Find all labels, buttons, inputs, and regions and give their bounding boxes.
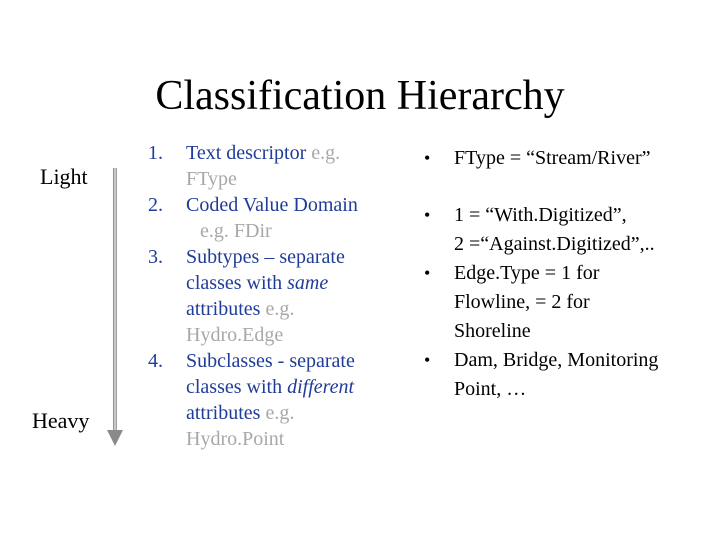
bullet-text: Flowline, = 2 for bbox=[454, 291, 590, 313]
example-prefix: e.g. bbox=[265, 298, 295, 320]
item-text: Subclasses - separate bbox=[186, 350, 355, 372]
example-value: Hydro.Point bbox=[186, 428, 285, 450]
item-text: Text descriptor bbox=[186, 142, 307, 164]
list-item bbox=[148, 348, 408, 452]
list-item bbox=[148, 192, 408, 244]
bullet-item bbox=[424, 201, 714, 259]
item-emphasis: same bbox=[287, 272, 329, 294]
list-item bbox=[148, 140, 408, 192]
example-prefix: e.g. bbox=[265, 402, 295, 424]
classification-list bbox=[148, 140, 408, 452]
bullet-text: Point, … bbox=[454, 378, 527, 400]
item-text-cont: attributes bbox=[186, 402, 261, 424]
item-text: Subtypes – separate bbox=[186, 246, 345, 268]
item-text: Coded Value Domain bbox=[186, 194, 358, 216]
bullet-icon: • bbox=[424, 350, 431, 370]
item-emphasis: different bbox=[287, 376, 355, 398]
bullet-text: Shoreline bbox=[454, 320, 531, 342]
list-number: 4. bbox=[148, 350, 163, 372]
bullet-text: 1 = “With.Digitized”, bbox=[454, 204, 627, 226]
scale-bottom-label: Heavy bbox=[32, 408, 90, 433]
bullet-item bbox=[424, 144, 714, 173]
example-value: e.g. FDir bbox=[200, 220, 272, 242]
bullet-item bbox=[424, 259, 714, 346]
item-text-cont: classes with bbox=[186, 272, 288, 294]
example-bullets bbox=[424, 144, 714, 404]
example-value: FType bbox=[186, 168, 237, 190]
list-number: 2. bbox=[148, 194, 163, 216]
slide-title-text: Classification Hierarchy bbox=[155, 73, 565, 119]
bullet-text: Dam, Bridge, Monitoring bbox=[454, 349, 659, 371]
bullet-icon: • bbox=[424, 205, 431, 225]
item-text-cont: classes with bbox=[186, 376, 288, 398]
example-prefix: e.g. bbox=[311, 142, 341, 164]
slide-title bbox=[0, 70, 720, 122]
down-arrow-icon bbox=[102, 168, 128, 446]
list-number: 1. bbox=[148, 142, 163, 164]
item-text-cont: attributes bbox=[186, 298, 261, 320]
list-number: 3. bbox=[148, 246, 163, 268]
bullet-icon: • bbox=[424, 263, 431, 283]
bullet-icon: • bbox=[424, 148, 431, 168]
bullet-text: 2 =“Against.Digitized”,.. bbox=[454, 233, 655, 255]
list-item bbox=[148, 244, 408, 348]
bullet-text: FType = “Stream/River” bbox=[454, 147, 651, 169]
scale-top-label: Light bbox=[40, 164, 88, 189]
example-value: Hydro.Edge bbox=[186, 324, 284, 346]
bullet-item bbox=[424, 346, 714, 404]
bullet-text: Edge.Type = 1 for bbox=[454, 262, 600, 284]
